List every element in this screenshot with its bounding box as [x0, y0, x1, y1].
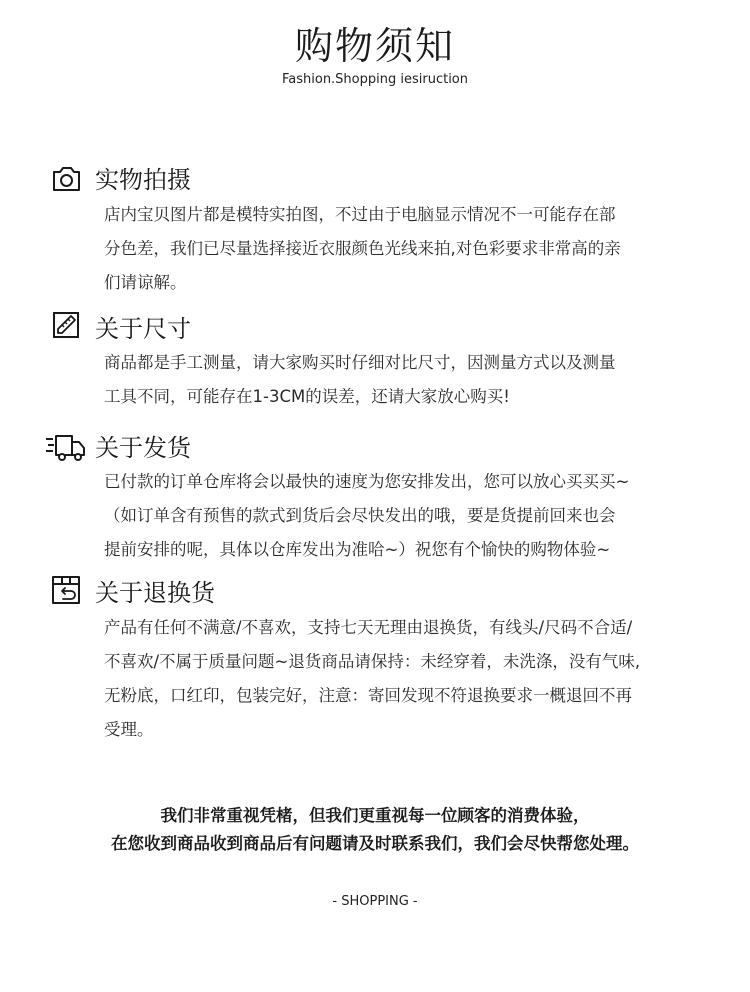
section-line: 工具不同，可能存在1-3CM的误差，还请大家放心购买!	[104, 387, 510, 406]
section-line: 商品都是手工测量，请大家购买时仔细对比尺寸，因测量方式以及测量	[104, 353, 616, 372]
camera-icon	[49, 162, 83, 196]
section-line: 已付款的订单仓库将会以最快的速度为您安排发出，您可以放心买买买~	[104, 472, 630, 491]
section-body-returns	[104, 611, 704, 747]
page-subtitle: Fashion.Shopping iesiruction	[281, 72, 468, 87]
page-title: 购物须知	[294, 24, 455, 68]
section-title-returns: 关于退换货	[95, 579, 215, 607]
section-line: 受理。	[104, 720, 154, 739]
section-line: （如订单含有预售的款式到货后会尽快发出的哦，要是货提前回来也会	[104, 506, 616, 525]
ruler-pencil-icon	[49, 308, 83, 342]
section-line: 们请谅解。	[104, 273, 187, 292]
section-line: 店内宝贝图片都是模特实拍图，不过由于电脑显示情况不一可能存在部	[104, 205, 616, 224]
delivery-truck-icon	[44, 430, 88, 464]
return-box-icon	[49, 573, 83, 607]
section-title-size: 关于尺寸	[95, 315, 191, 343]
section-line: 产品有任何不满意/不喜欢，支持七天无理由退换货，有线头/尺码不合适/	[104, 618, 633, 637]
footer-line-1: 我们非常重视凭楮，但我们更重视每一位顾客的消费体验，	[160, 806, 590, 825]
section-body-photo	[104, 198, 704, 300]
section-body-size	[104, 346, 704, 414]
section-line: 无粉底，口红印，包装完好，注意：寄回发现不符退换要求一概退回不再	[104, 686, 632, 705]
shopping-tag: - SHOPPING -	[332, 894, 418, 909]
footer-line-2: 在您收到商品收到商品后有问题请及时联系我们，我们会尽快帮您处理。	[111, 834, 639, 853]
section-title-photo: 实物拍摄	[95, 166, 191, 194]
section-line: 不喜欢/不属于质量问题~退货商品请保持：未经穿着，未洗涤，没有气味,	[104, 652, 641, 671]
section-line: 分色差，我们已尽量选择接近衣服颜色光线来拍,对色彩要求非常高的亲	[104, 239, 621, 258]
section-line: 提前安排的呢，具体以仓库发出为准哈~）祝您有个愉快的购物体验~	[104, 540, 611, 559]
section-title-shipping: 关于发货	[95, 434, 191, 462]
section-body-shipping	[104, 465, 704, 567]
